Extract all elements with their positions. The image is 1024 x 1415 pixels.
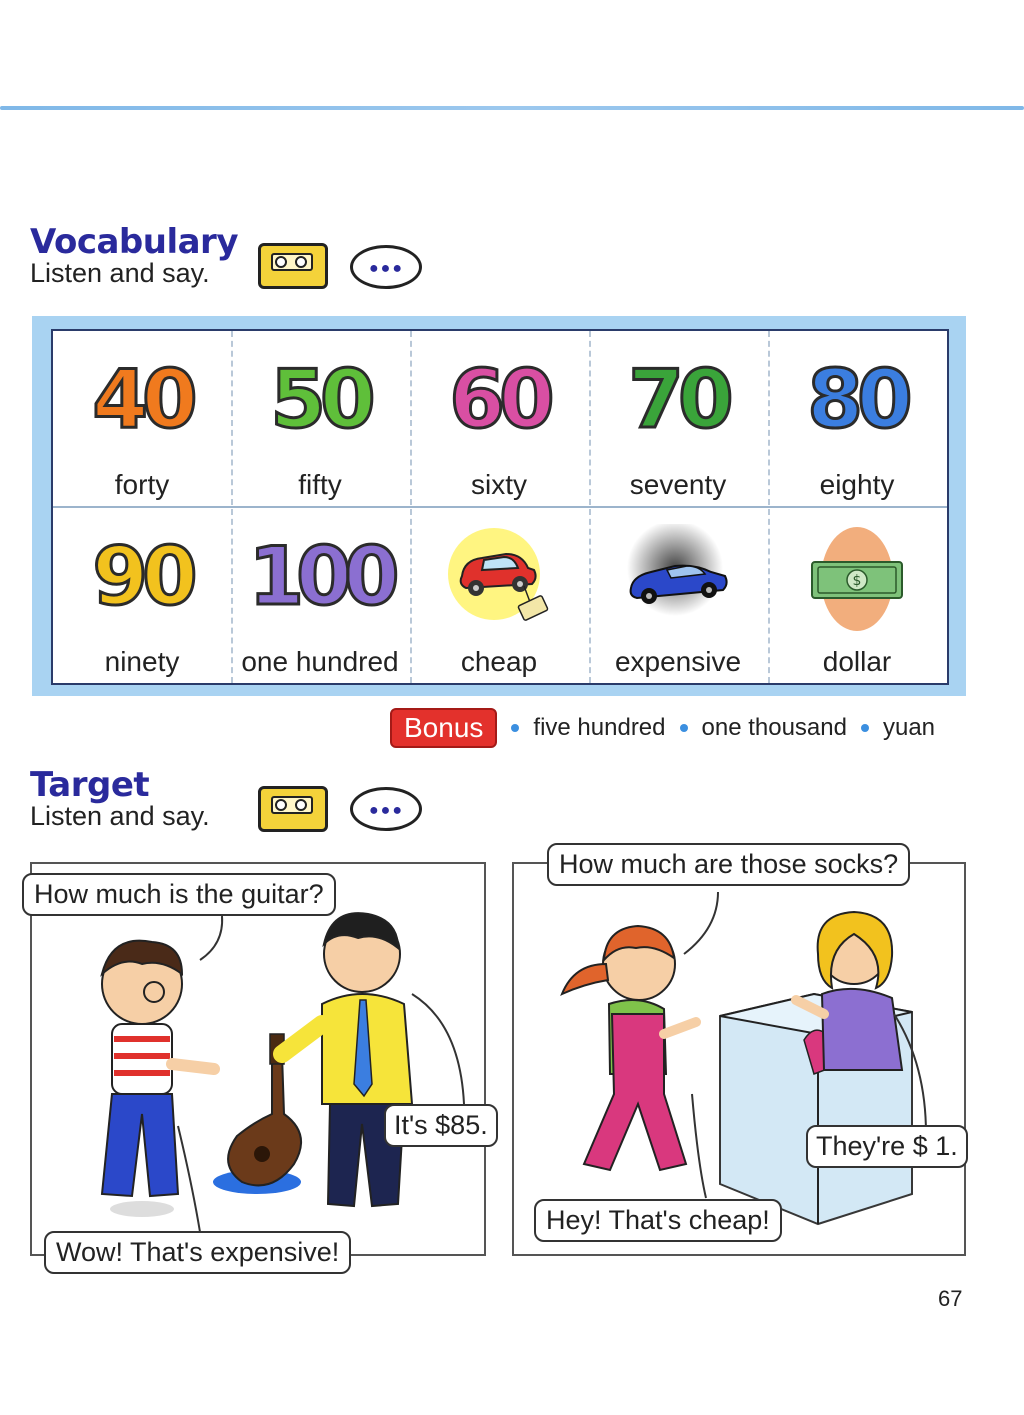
bonus-item: yuan: [861, 714, 935, 742]
speech-bubble-reaction: Wow! That's expensive!: [44, 1231, 351, 1274]
vocab-label: ninety: [104, 646, 180, 677]
vocab-label: one hundred: [241, 646, 399, 677]
number-60: 60: [449, 353, 549, 446]
svg-text:$: $: [852, 573, 862, 589]
speech-bubble-answer: They're $ 1.: [806, 1125, 968, 1168]
bullet-icon: [861, 724, 869, 732]
bonus-row: [390, 708, 935, 748]
cassette-icon[interactable]: [258, 243, 328, 289]
bonus-item: five hundred: [511, 714, 665, 742]
comic-panel-guitar: [30, 862, 486, 1256]
vocab-card-cheap[interactable]: [410, 508, 588, 683]
speech-bubble-icon[interactable]: ●●●: [350, 787, 422, 831]
vocab-card-fifty[interactable]: [231, 331, 409, 506]
cassette-icon[interactable]: [258, 786, 328, 832]
bullet-icon: [511, 724, 519, 732]
vocab-label: expensive: [614, 646, 742, 677]
vocab-card-ninety[interactable]: [53, 508, 231, 683]
vocab-label: forty: [114, 469, 170, 500]
socks-scene-illustration: [514, 864, 964, 1254]
vocab-card-sixty[interactable]: [410, 331, 588, 506]
vocab-card-one-hundred[interactable]: [231, 508, 409, 683]
blue-sports-car-icon: [623, 524, 733, 634]
speech-bubble-reaction: Hey! That's cheap!: [534, 1199, 782, 1242]
speech-bubble-icon[interactable]: ●●●: [350, 245, 422, 289]
vocabulary-frame: [32, 316, 966, 696]
bonus-item: one thousand: [680, 714, 847, 742]
vocab-label: sixty: [471, 469, 527, 500]
number-90: 90: [92, 530, 192, 623]
vocab-label: cheap: [460, 646, 538, 677]
comic-panel-socks: [512, 862, 966, 1256]
vocabulary-title: Vocabulary: [30, 222, 238, 262]
top-decorative-rule: [0, 106, 1024, 110]
guitar-scene-illustration: [32, 864, 484, 1254]
bullet-icon: [680, 724, 688, 732]
dollar-bill-icon: [802, 524, 912, 634]
red-car-price-tag-icon: [444, 524, 554, 634]
number-50: 50: [270, 353, 370, 446]
bonus-badge: Bonus: [390, 708, 497, 748]
vocab-card-forty[interactable]: [53, 331, 231, 506]
vocabulary-subtitle: Listen and say.: [30, 258, 210, 288]
number-40: 40: [92, 353, 192, 446]
vocab-label: seventy: [629, 469, 727, 500]
vocab-card-eighty[interactable]: [768, 331, 946, 506]
vocab-card-expensive[interactable]: [589, 508, 767, 683]
speech-bubble-question: How much is the guitar?: [22, 873, 336, 916]
number-70: 70: [628, 353, 728, 446]
vocab-label: fifty: [298, 469, 342, 500]
target-title: Target: [30, 765, 150, 805]
number-80: 80: [807, 353, 907, 446]
vocab-label: dollar: [822, 646, 892, 677]
page-number: 67: [938, 1286, 963, 1311]
target-subtitle: Listen and say.: [30, 801, 210, 831]
vocab-card-seventy[interactable]: [589, 331, 767, 506]
speech-bubble-answer: It's $85.: [384, 1104, 498, 1147]
vocab-card-dollar[interactable]: [768, 508, 946, 683]
speech-bubble-question: How much are those socks?: [547, 843, 910, 886]
vocabulary-grid: [51, 329, 949, 685]
number-100: 100: [248, 530, 392, 623]
vocab-label: eighty: [819, 469, 895, 500]
